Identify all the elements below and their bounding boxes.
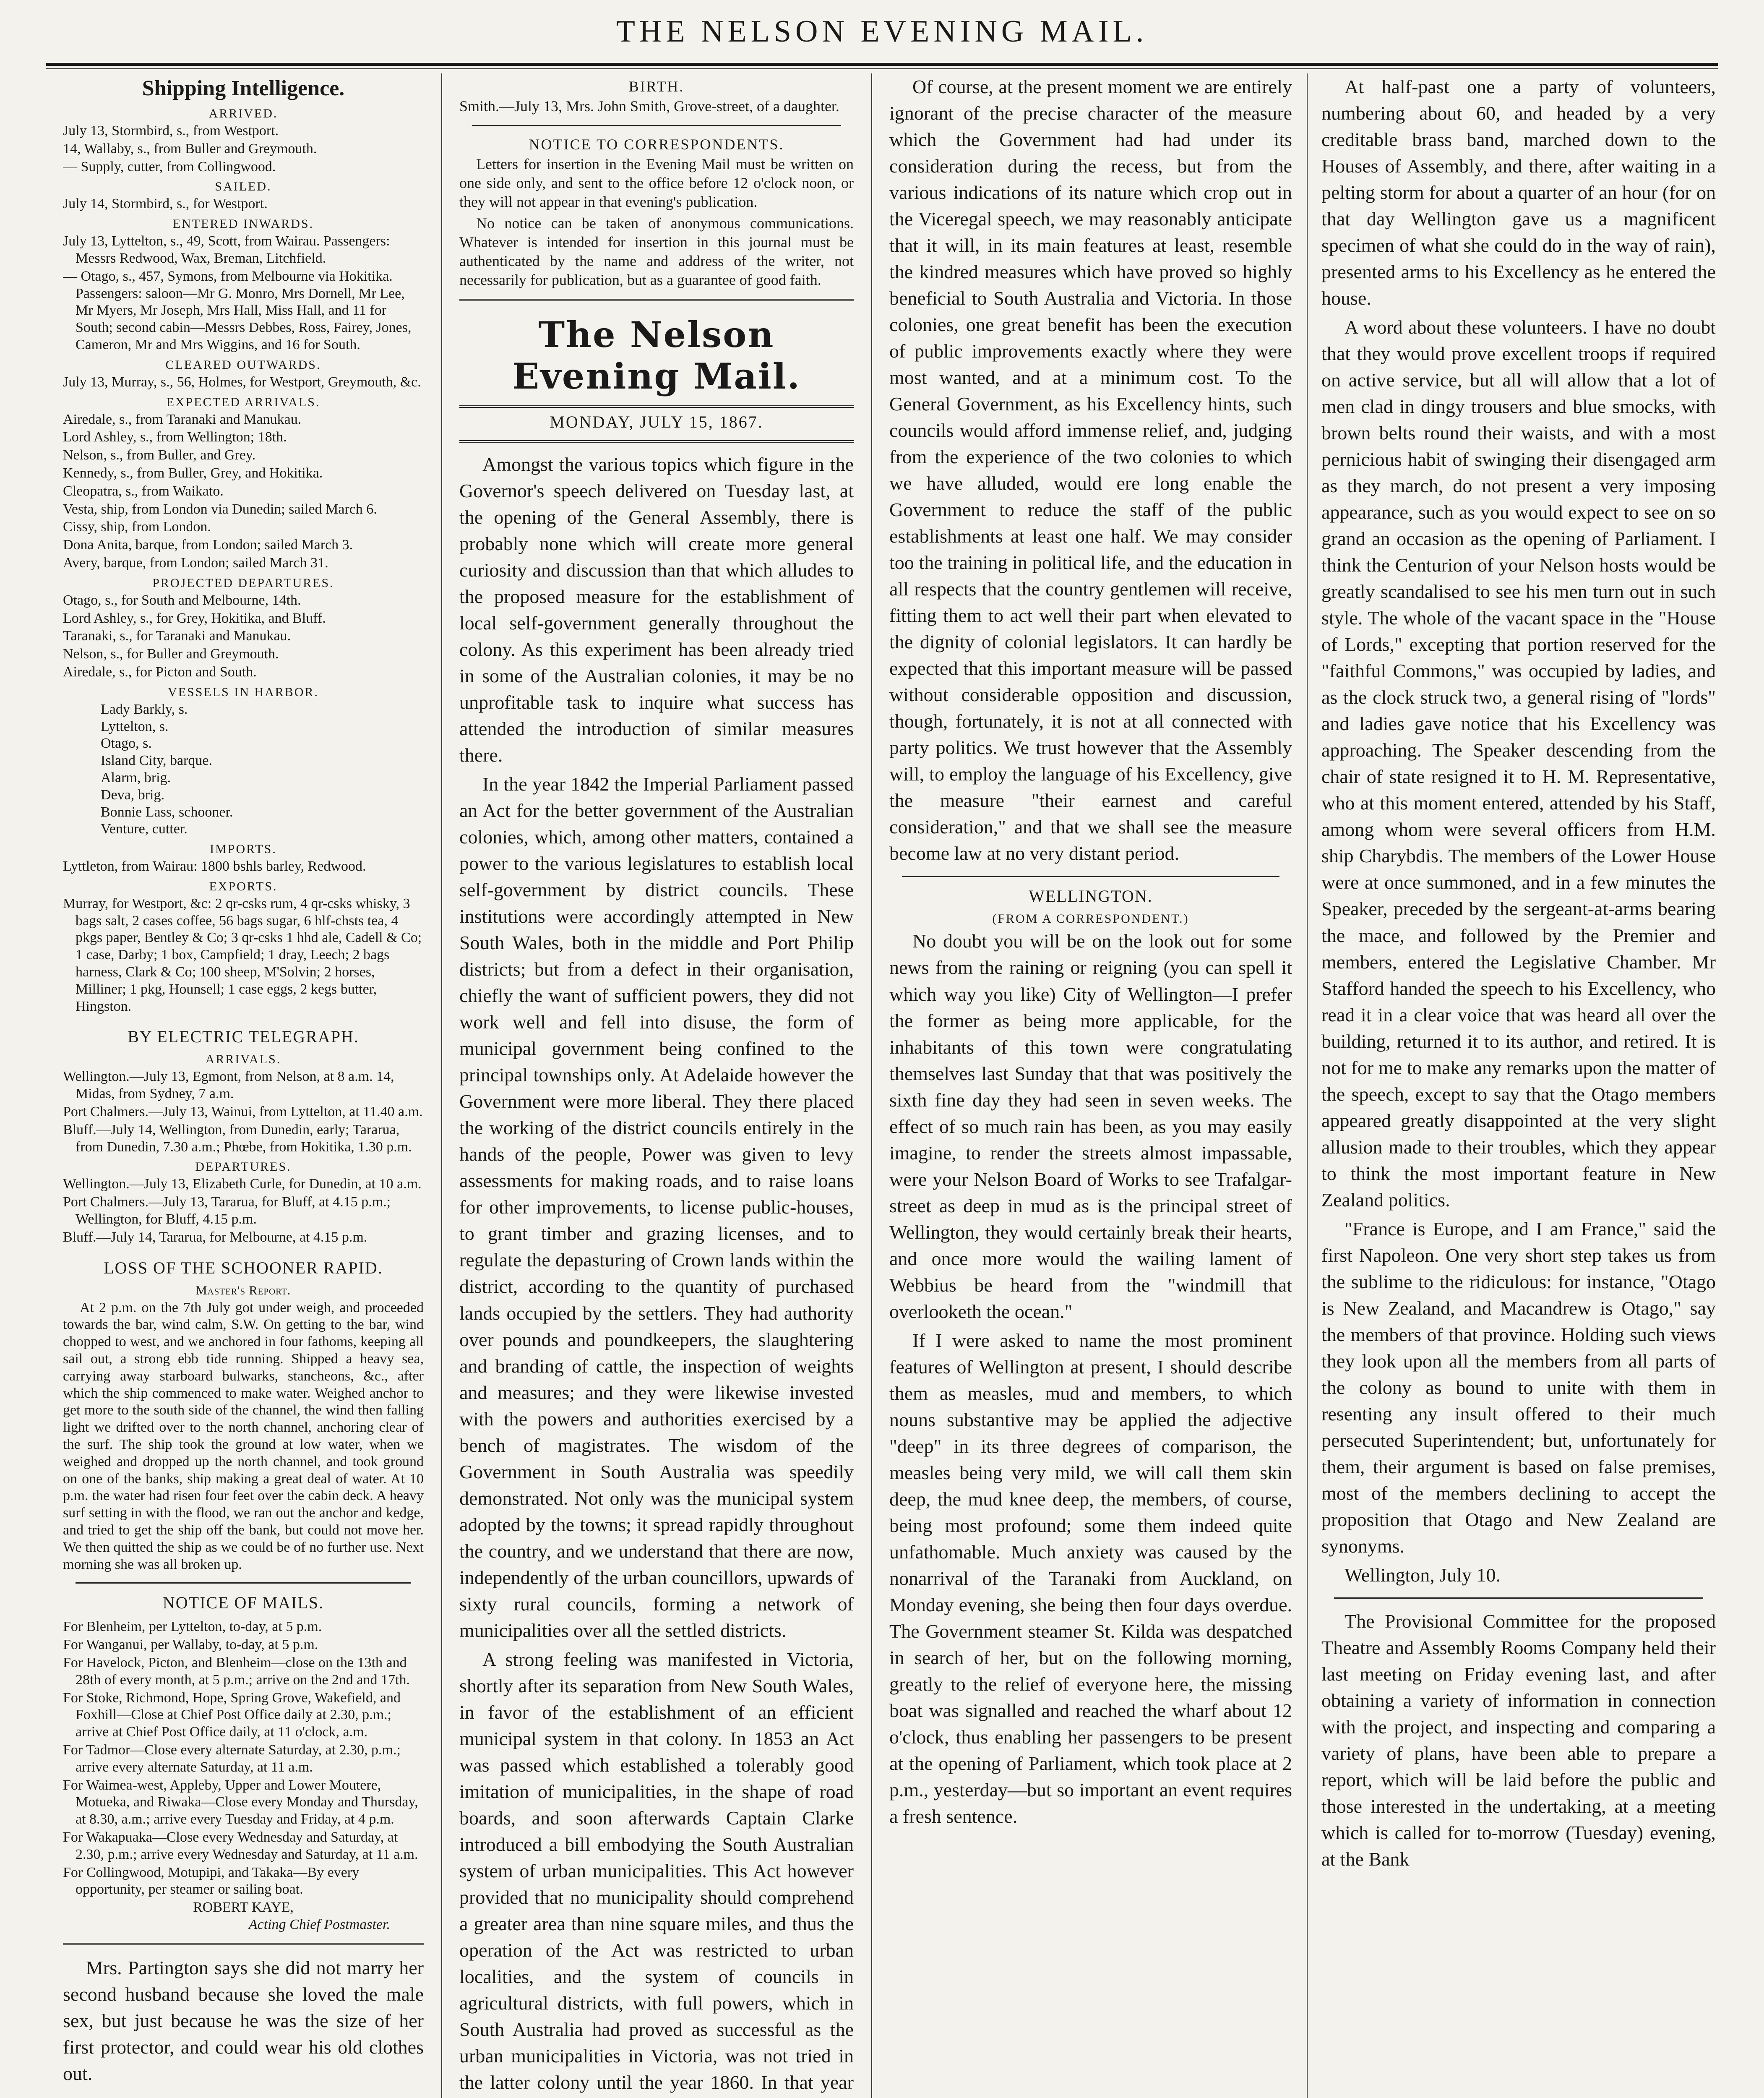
list-item: Port Chalmers.—July 13, Tararua, for Bluff, at 4.15 p.m.; Wellington, for Bluff, 4.15 p.m. [63,1194,391,1227]
entered-list [63,233,424,354]
column-rule [1307,73,1308,2098]
expected-list [63,411,424,572]
wellington-title: WELLINGTON. [1029,887,1153,906]
editorial-paragraph: A strong feeling was manifested in Victoria, shortly after its separation from New South Wales, in favor of the establishment of an efficient municipal system in that colony. In 1853 an Act was passed which established a tolerably good imitation of municipalities, in the shape of road boards, and soon afterwards Captain Clarke introduced a bill embodying the South Australian system of urban municipalities. This Act however provided that no municipality should comprehend a greater area than nine square miles, and thus the operation of the Act was restricted to urban localities, and the system of councils in agricultural districts, with full powers, which in South Australia had proved as successful as the urban municipalities in Victoria, was not tried in the latter colony until the year 1860. In that year [459,1648,854,2093]
telegraph-arrivals [63,1068,424,1156]
list-item: Otago, s., for South and Melbourne, 14th. [63,592,301,608]
mails-signature: ROBERT KAYE, [193,1900,294,1915]
projected-heading: PROJECTED DEPARTURES. [152,576,334,590]
list-item: For Blenheim, per Lyttelton, to-day, at 5 p.m. [63,1619,322,1635]
correspondents-title: NOTICE TO CORRESPONDENTS. [529,136,784,153]
column-4 [1321,73,1716,2098]
wellington-paragraph: No doubt you will be on the look out for some news from the raining or reigning (you can spell it which way you like) City of Wellington—I prefer the former as being more applicable, for the inhabitants of this town were congratulating themselves last Sunday that that was positively the sixth fine day they had seen in seven weeks. The effect of so much rain has been, as you may easily imagine, to render the streets almost impassable, were your Nelson Board of Works to see Trafalgar-street as deep in mud as is the principal street of Wellington, they would certainly break their hearts, and once more would the wailing lament of Webbius be heard from the "windmill that overlooketh the ocean." [889,930,1292,1322]
list-item: July 13, Lyttelton, s., 49, Scott, from Wairau. Passengers: Messrs Redwood, Wax, Breman, Litchfield. [63,233,390,266]
masthead [0,0,1764,63]
wellington-paragraph: At half-past one a party of volunteers, numbering about 60, and headed by a very creditable brass band, marched down to the Houses of Assembly, and there, after waiting in a pelting storm for about a quarter of an hour (for on that day Wellington gave us a magnificent specimen of what she could do in the way of rain), presented arms to his Excellency as he entered the house. [1321,76,1716,309]
wellington-paragraph: A word about these volunteers. I have no doubt that they would prove excellent troops if required on active service, but all will allow that a lot of men clad in dingy trousers and blue smocks, with brown belts round their waists, and with a most pernicious habit of swinging their disengaged arm as they march, do not present a very imposing appearance, such as you would expect to see on so grand an occasion as the opening of Parliament. I think the Centurion of your Nelson hosts would be greatly scandalised to see his men turn out in such style. The whole of the vacant space in the "House of Lords," excepting that portion reserved for the "faithful Commons," was occupied by ladies, and as the clock struck two, a general rising of "lords" and ladies gave notice that his Excellency was approaching. The Speaker descending from the chair of state resigned it to H. M. Representative, who at this moment entered, attended by his Staff, among whom were several officers from H.M. ship Charybdis. The members of the Lower House were at once summoned, and in a few minutes the Speaker, preceded by the sergeant-at-arms bearing the mace, and followed by the Premier and members, entered the Legislative Chamber. Mr Stafford handed the speech to his Excellency, who read it in a clear voice that was heard all over the building, returned it to its author, and retired. It is not for me to make any remarks upon the matter of the speech, except to say that the Otago members appeared greatly disappointed at the very slight allusion made to their troubles, which they appear to think the most important feature in New Zealand politics. [1321,316,1716,1211]
list-item: Airedale, s., for Picton and South. [63,664,257,680]
list-item: Bonnie Lass, schooner. [101,804,233,820]
list-item: Kennedy, s., from Buller, Grey, and Hokitika. [63,465,323,481]
list-item: Wellington.—July 13, Egmont, from Nelson, at 8 a.m. 14, Midas, from Sydney, 7 a.m. [63,1069,394,1102]
divider [902,876,1279,877]
imports-text: Lyttleton, from Wairau: 1800 bshls barley, Redwood. [63,859,366,874]
list-item: For Wanganui, per Wallaby, to-day, at 5 p.m. [63,1637,318,1653]
birth-notice [459,97,854,116]
editorial-paragraph: Of course, at the present moment we are entirely ignorant of the precise character of the measure which the Government had had under its consideration during the recess, but from the various indications of its nature which crop out in the Viceregal speech, we may reasonably anticipate that it will, in its main features at least, resemble the kindred measures which have proved so highly beneficial to South Australia and Victoria. In those colonies, one great benefit has been the execution of public improvements exactly where they were most wanted, and at a minimum cost. To the General Government, as his Excellency hints, such councils would afford immense relief, and, judging from the experience of the two colonies to which we have alluded, would ere long enable the Government to reduce the staff of the public establishments at least one half. We may consider too the training in political life, and the education in all respects that the country gentlemen will receive, fitting them to act well their part when elevated to the dignity of colonial legislators. It can hardly be expected that this important measure will be passed without considerable opposition and discussion, though, fortunately, it is not at all connected with party politics. We trust however that the Assembly will, to employ the language of his Excellency, give the measure "their earnest and careful consideration," and that we shall see the measure become law at no very distant period. [889,76,1292,864]
imports-block [63,858,424,875]
list-item: Taranaki, s., for Taranaki and Manukau. [63,628,291,644]
column-1 [63,73,424,2098]
list-item: — Supply, cutter, from Collingwood. [63,159,276,175]
cleared-list [63,374,424,391]
list-item: For Havelock, Picton, and Blenheim—close on the 13th and 28th of every month, at 5 p.m.; arrive on the 2nd and 17th. [63,1654,410,1688]
list-item: July 13, Stormbird, s., from Westport. [63,123,279,138]
list-item: Otago, s. [101,736,152,752]
divider [76,1582,411,1584]
list-item: Bluff.—July 14, Tararua, for Melbourne, at 4.15 p.m. [63,1229,367,1245]
birth-title: BIRTH. [628,78,685,95]
partington-text: Mrs. Partington says she did not marry her second husband because she loved the male sex, but just because he was the size of her first protector, and could wear his old clothes out. [63,1957,424,2084]
arrived-list [63,123,424,175]
wellington-letter-continued [1321,73,1716,1588]
entered-heading: ENTERED INWARDS. [172,217,314,231]
editorial [459,451,854,2098]
mails-title: NOTICE OF MAILS. [162,1593,324,1613]
arrived-heading: ARRIVED. [208,107,278,120]
list-item: Nelson, s., from Buller, and Grey. [63,447,256,463]
editorial-paragraph: In the year 1842 the Imperial Parliament passed an Act for the better government of the Australian colonies, which, among other matters, contained a power to the various legislatures to establish local self-government by district councils. These institutions were accordingly attempted in New South Wales, both in the middle and Port Philip districts; but from a defect in their organisation, chiefly the want of sufficient powers, they did not work well and fell into disuse, the form of municipal government being confined to the principal townships only. At Adelaide however the Government were more liberal. They there placed the working of the district councils entirely in the hands of the people, Power was given to levy assessments for making roads, and to raise loans for other improvements, to license public-houses, to grant timber and grazing licenses, and to regulate the depasturing of Crown lands within the district, according to the quantity of purchased lands occupied by the settlers. They had authority over pounds and poundkeepers, the slaughtering and branding of cattle, the inspection of weights and measures; and they were likewise invested with the powers and authorities exercised by a bench of magistrates. The wisdom of the Government in South Australia was speedily demonstrated. Not only was the municipal system adopted by the towns; it spread rapidly throughout the country, and we understand that there are now, independently of the urban councillors, upwards of sixty rural councils, forming a network of municipalities over all the settled districts. [459,773,854,1641]
list-item: Wellington.—July 13, Elizabeth Curle, for Dunedin, at 10 a.m. [63,1176,422,1192]
editorial-paragraph: Amongst the various topics which figure in the Governor's speech delivered on Tuesday last, at the opening of the General Assembly, there is probably none which will create more general curiosity and discussion than that which alludes to the proposed measure for the establishment of local self-government generally throughout the colony. As this experiment has been already tried in some of the Australian colonies, it may be no unprofitable task to inquire what success has attended the introduction of similar measures there. [459,454,854,766]
list-item: July 14, Stormbird, s., for Westport. [63,196,268,212]
harbor-heading: VESSELS IN HARBOR. [168,685,319,699]
list-item: For Stoke, Richmond, Hope, Spring Grove, Wakefield, and Foxhill—Close at Chief Post Office daily at 2.30, p.m.; arrive at Chief Post Office daily, at 11 o'clock, a.m. [63,1690,401,1740]
schooner-report [63,1300,424,1574]
column-2 [459,73,854,2098]
dateline: MONDAY, JULY 15, 1867. [550,412,763,431]
exports-block [63,895,424,1015]
editorial-continued [889,73,1292,866]
telegraph-departures [63,1176,424,1246]
list-item: Lord Ashley, s., from Wellington; 18th. [63,429,287,445]
wellington-signoff: Wellington, July 10. [1344,1564,1501,1586]
list-item: Alarm, brig. [101,770,171,785]
column-3 [889,73,1292,2098]
sailed-heading: SAILED. [215,180,272,194]
theatre-block [1321,1608,1716,1872]
correspondents-p1: Letters for insertion in the Evening Mail must be written on one side only, and sent to the office before 12 o'clock noon, or they will not appear in that evening's publication. [459,156,854,210]
list-item: — Otago, s., 457, Symons, from Melbourne via Hokitika. Passengers: saloon—Mr G. Monro, Mrs Dornell, Mr Lee, Mr Myers, Mr Joseph, Mrs Hall, Miss Hall, and 11 for South; second cabin—Messrs Debbes, Ross, Fairey, Jones, Cameron, Mr and Mrs Wiggins, and 16 for South. [63,268,412,352]
telegraph-arrivals-heading: ARRIVALS. [205,1052,281,1067]
list-item: Deva, brig. [101,787,165,803]
schooner-title: LOSS OF THE SCHOONER RAPID. [104,1258,383,1277]
list-item: Bluff.—July 14, Wellington, from Dunedin, early; Tararua, from Dunedin, 7.30 a.m.; Phœbe, from Hokitika, 1.30 p.m. [63,1122,412,1155]
nameplate: The Nelson Evening Mail. [512,314,801,397]
list-item: 14, Wallaby, s., from Buller and Greymouth. [63,141,317,157]
list-item: Dona Anita, barque, from London; sailed March 3. [63,537,353,553]
list-item: Cissy, ship, from London. [63,519,211,535]
partington-block [63,1954,424,2087]
divider [459,440,854,443]
schooner-text: At 2 p.m. on the 7th July got under weigh, and proceeded towards the bar, wind calm, S.W. On getting to the bar, wind chopped to west, and we anchored in four fathoms, keeping all sail out, a strong ebb tide running. Shipped a heavy sea, carrying away starboard bulwarks, stancheons, &c., after which the ship commenced to make water. Weighed anchor to get more to the south side of the channel, the wind then falling light we drifted over to the north channel, anchoring clear of the surf. The ship took the ground at low water, when we weighed and dropped up the north channel, and took ground on one of the banks, ship making a great deal of water. At 10 p.m. the water had risen four feet over the cabin deck. A heavy surf setting in with the flood, we ran out the anchor and kedge, and tried to get the ship off the bank, but could not move her. We then quitted the ship as we could be of no further use. Next morning she was all broken up. [63,1300,424,1572]
divider [472,125,841,126]
list-item: For Wakapuaka—Close every Wednesday and Saturday, at 2.30, p.m.; arrive every Wednesday and Saturday, at 11 a.m. [63,1829,418,1862]
list-item: Lyttelton, s. [101,718,169,734]
divider [459,299,854,301]
divider [1334,1597,1703,1599]
list-item: Airedale, s., from Taranaki and Manukau. [63,411,302,427]
list-item: Lord Ashley, s., for Grey, Hokitika, and Bluff. [63,610,326,626]
expected-heading: EXPECTED ARRIVALS. [166,395,320,409]
list-item: July 13, Murray, s., 56, Holmes, for Westport, Greymouth, &c. [63,374,421,390]
shipping-title: Shipping Intelligence. [142,76,345,100]
wellington-byline: (FROM A CORRESPONDENT.) [992,912,1189,926]
masthead-rule-thin [46,68,1718,69]
harbor-list [63,701,424,838]
masthead-rule [46,63,1718,66]
divider [459,405,854,408]
imports-heading: IMPORTS. [210,842,277,856]
telegraph-title: BY ELECTRIC TELEGRAPH. [128,1027,359,1046]
list-item: Venture, cutter. [101,821,188,837]
exports-text: Murray, for Westport, &c: 2 qr-csks rum, 4 qr-csks whisky, 3 bags salt, 2 cases coffee, 56 bags sugar, 6 hlf-chsts tea, 4 pkgs paper, Bentley & Co; 3 qr-csks 1 hhd ale, Cadell & Co; 1 case, Darby; 1 box, Campfield; 1 dray, Leech; 2 bags harness, Clark & Co; 100 sheep, M'Solvin; 2 horses, Milliner; 1 pkg, Hounsell; 1 case eggs, 2 kegs butter, Hingston. [63,895,422,1014]
schooner-subtitle: Master's Report. [195,1283,291,1297]
correspondents-p2: No notice can be taken of anonymous communications. Whatever is intended for insertion in this journal must be authenticated by the name and address of the writer, not necessarily for publication, but as a guarantee of good faith. [459,215,854,288]
projected-list [63,592,424,681]
mails-signature-title: Acting Chief Postmaster. [248,1916,390,1932]
list-item: Avery, barque, from London; sailed March 31. [63,555,328,571]
list-item: Vesta, ship, from London via Dunedin; sailed March 6. [63,501,377,517]
wellington-letter [889,928,1292,1829]
telegraph-departures-heading: DEPARTURES. [195,1160,292,1174]
exports-heading: EXPORTS. [209,879,278,893]
masthead-title: THE NELSON EVENING MAIL. [616,14,1148,49]
list-item: Port Chalmers.—July 13, Wainui, from Lyttelton, at 11.40 a.m. [63,1104,423,1120]
birth-text: Smith.—July 13, Mrs. John Smith, Grove-street, of a daughter. [459,98,839,115]
list-item: For Collingwood, Motupipi, and Takaka—By every opportunity, per steamer or sailing boat. [63,1864,360,1897]
theatre-text: The Provisional Committee for the proposed Theatre and Assembly Rooms Company held their last meeting on Friday evening last, and after obtaining a variety of information in connection with the project, and inspecting and comparing a variety of plans, have been able to prepare a report, which will be laid before the public and those interested in the undertaking, at a meeting which is called for to-morrow (Tuesday) evening, at the Bank [1321,1610,1716,1870]
list-item: Island City, barque. [101,753,212,769]
cleared-heading: CLEARED OUTWARDS. [165,357,321,372]
wellington-paragraph: If I were asked to name the most prominent features of Wellington at present, I should describe them as measles, mud and members, to which nouns substantive may be applied the adjective "deep" in its three degrees of comparison, the measles being very mild, we will call them skin deep, the mud knee deep, the members, of course, being most profound; some them indeed quite unfathomable. Much anxiety was caused by the nonarrival of the Taranaki from Auckland, on Monday evening, she being then four days overdue. The Government steamer St. Kilda was despatched in search of her, but on the following morning, greatly to the relief of everyone here, the missing boat was signalled and reached the wharf about 12 o'clock, thus enabling her passengers to be present at the opening of Parliament, which took place at 2 p.m., yesterday—but so important an event requires a fresh sentence. [889,1329,1292,1827]
list-item: For Waimea-west, Appleby, Upper and Lower Moutere, Motueka, and Riwaka—Close every Monday and Thursday, at 8.30, a.m.; arrive every Tuesday and Friday, at 4 p.m. [63,1777,418,1827]
sailed-list [63,196,424,213]
list-item: Cleopatra, s., from Waikato. [63,483,224,499]
correspondents-notice [459,155,854,290]
divider [63,1943,424,1945]
list-item: Lady Barkly, s. [101,701,188,717]
list-item: For Tadmor—Close every alternate Saturday, at 2.30, p.m.; arrive every alternate Saturday, at 11 a.m. [63,1742,401,1775]
mails-list [63,1618,424,1933]
column-rule [441,73,442,2098]
column-rule [871,73,872,2098]
wellington-paragraph: "France is Europe, and I am France," said the first Napoleon. One very short step takes us from the sublime to the ridiculous: for instance, "Otago is New Zealand, and Macandrew is Otago," say the members of that province. Holding such views they look upon all the members from all parts of the colony as bound to unite with them in resenting any insult offered to their much persecuted Superintendent; but, unfortunately for them, their argument is based on false premises, most of the members declining to accept the proposition that Otago and New Zealand are synonyms. [1321,1218,1716,1557]
list-item: Nelson, s., for Buller and Greymouth. [63,646,279,662]
